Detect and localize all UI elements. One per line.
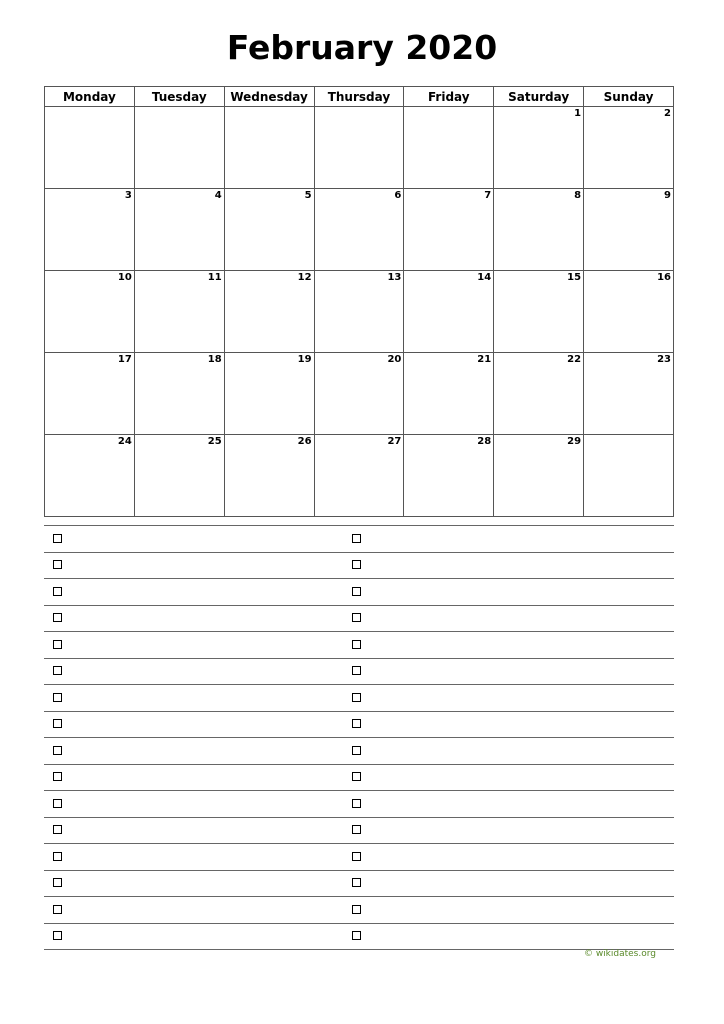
checklist-row [44,843,674,870]
checkbox-icon[interactable] [352,852,361,861]
day-cell [404,107,494,189]
checkbox-icon[interactable] [53,878,62,887]
day-cell: 18 [134,353,224,435]
day-cell: 28 [404,435,494,517]
day-cell: 9 [584,189,674,271]
checklist-row [44,764,674,791]
day-cell: 12 [224,271,314,353]
checklist-row [44,525,674,552]
day-cell: 13 [314,271,404,353]
day-cell [134,107,224,189]
week-row [45,107,674,189]
checkbox-icon[interactable] [53,693,62,702]
checkbox-icon[interactable] [352,613,361,622]
checkbox-icon[interactable] [53,772,62,781]
checkbox-icon[interactable] [352,931,361,940]
weekday-header: Thursday [314,87,404,107]
day-cell: 15 [494,271,584,353]
checkbox-icon[interactable] [352,560,361,569]
checkbox-icon[interactable] [352,905,361,914]
checklist [44,525,674,950]
day-cell: 29 [494,435,584,517]
checkbox-icon[interactable] [352,772,361,781]
checkbox-icon[interactable] [53,852,62,861]
day-cell: 19 [224,353,314,435]
day-cell: 7 [404,189,494,271]
weekday-header-row [45,87,674,107]
checkbox-icon[interactable] [352,587,361,596]
day-cell: 25 [134,435,224,517]
checkbox-icon[interactable] [352,878,361,887]
day-cell [584,435,674,517]
day-cell: 14 [404,271,494,353]
day-cell: 1 [494,107,584,189]
checkbox-icon[interactable] [53,825,62,834]
day-cell: 6 [314,189,404,271]
checklist-row [44,711,674,738]
weekday-header: Wednesday [224,87,314,107]
day-cell [224,107,314,189]
day-cell: 26 [224,435,314,517]
day-cell: 10 [45,271,135,353]
weekday-header: Tuesday [134,87,224,107]
checklist-row [44,923,674,951]
day-cell: 4 [134,189,224,271]
checklist-row [44,870,674,897]
checklist-row [44,896,674,923]
weekday-header: Saturday [494,87,584,107]
day-cell: 11 [134,271,224,353]
day-cell: 8 [494,189,584,271]
day-cell: 23 [584,353,674,435]
day-cell: 17 [45,353,135,435]
checklist-row [44,578,674,605]
day-cell: 21 [404,353,494,435]
checklist-row [44,684,674,711]
weekday-header: Monday [45,87,135,107]
checkbox-icon[interactable] [352,666,361,675]
page-title: February 2020 [226,28,498,67]
day-cell: 27 [314,435,404,517]
day-cell: 2 [584,107,674,189]
checkbox-icon[interactable] [53,799,62,808]
checklist-row [44,658,674,685]
checklist-row [44,631,674,658]
checklist-row [44,737,674,764]
week-row [45,189,674,271]
checkbox-icon[interactable] [352,825,361,834]
checklist-row [44,817,674,844]
checkbox-icon[interactable] [53,905,62,914]
day-cell: 24 [45,435,135,517]
checkbox-icon[interactable] [53,587,62,596]
checkbox-icon[interactable] [352,746,361,755]
week-row [45,271,674,353]
weekday-header: Friday [404,87,494,107]
checkbox-icon[interactable] [53,666,62,675]
checkbox-icon[interactable] [352,693,361,702]
day-cell [45,107,135,189]
checkbox-icon[interactable] [53,560,62,569]
day-cell [314,107,404,189]
checklist-row [44,552,674,579]
day-cell: 3 [45,189,135,271]
checklist-row [44,790,674,817]
week-row [45,353,674,435]
week-row [45,435,674,517]
weekday-header: Sunday [584,87,674,107]
day-cell: 16 [584,271,674,353]
checkbox-icon[interactable] [53,534,62,543]
checkbox-icon[interactable] [53,640,62,649]
day-cell: 22 [494,353,584,435]
checkbox-icon[interactable] [53,719,62,728]
checkbox-icon[interactable] [53,931,62,940]
checkbox-icon[interactable] [352,799,361,808]
footer-credit: © wikidates.org [583,949,656,959]
day-cell: 5 [224,189,314,271]
checkbox-icon[interactable] [352,640,361,649]
checkbox-icon[interactable] [53,613,62,622]
calendar-grid [44,86,674,517]
checkbox-icon[interactable] [53,746,62,755]
day-cell: 20 [314,353,404,435]
checkbox-icon[interactable] [352,719,361,728]
checklist-row [44,605,674,632]
checkbox-icon[interactable] [352,534,361,543]
